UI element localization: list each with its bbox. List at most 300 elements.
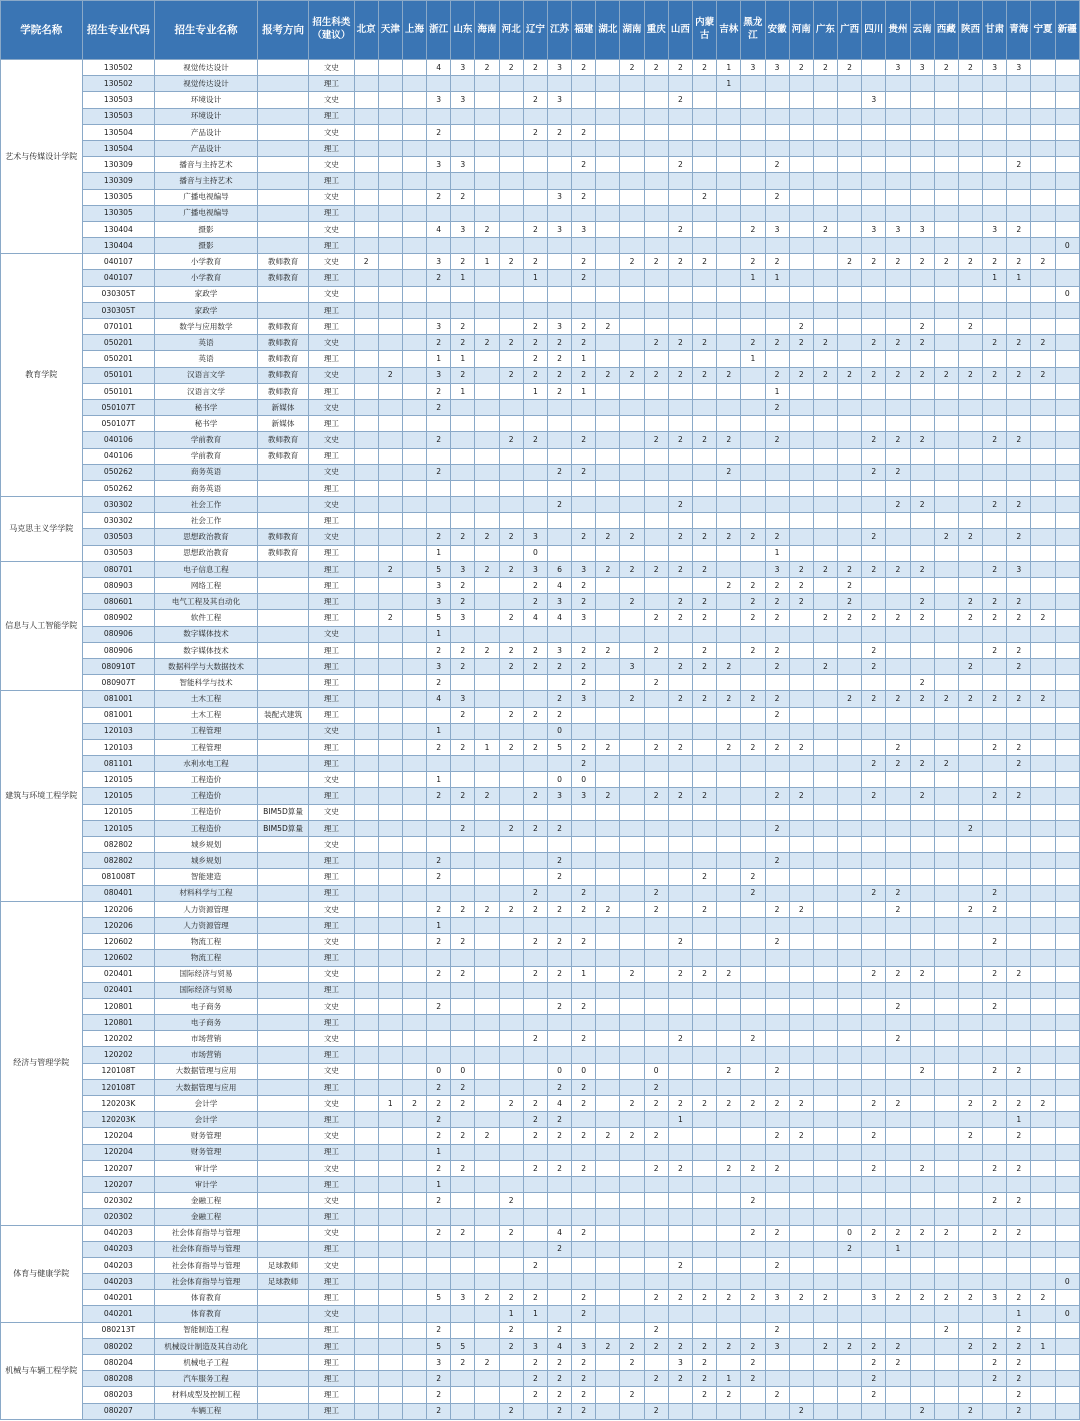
quota-cell [620, 189, 644, 205]
quota-cell [765, 917, 789, 933]
quota-cell [934, 901, 958, 917]
quota-cell: 2 [741, 1031, 765, 1047]
quota-cell [354, 707, 378, 723]
table-row [1, 1355, 1080, 1371]
table-row [1, 675, 1080, 691]
quota-cell [378, 1079, 402, 1095]
major-name: 财务管理 [155, 1128, 258, 1144]
quota-cell [692, 837, 716, 853]
direction [257, 76, 308, 92]
quota-cell [1055, 1241, 1079, 1257]
table-row [1, 254, 1080, 270]
subject: 理工 [309, 76, 354, 92]
quota-cell [499, 998, 523, 1014]
quota-cell [886, 399, 910, 415]
quota-cell [402, 917, 426, 933]
quota-cell [596, 1306, 620, 1322]
quota-cell [1031, 464, 1055, 480]
quota-cell [668, 626, 692, 642]
direction [257, 1176, 308, 1192]
quota-cell [983, 1322, 1007, 1338]
quota-cell [1055, 1225, 1079, 1241]
quota-cell [475, 1160, 499, 1176]
quota-cell: 1 [523, 1306, 547, 1322]
quota-cell: 2 [958, 610, 982, 626]
quota-cell [717, 1015, 741, 1031]
quota-cell [402, 1063, 426, 1079]
quota-cell [572, 1257, 596, 1273]
major-code: 040201 [82, 1290, 155, 1306]
quota-cell [402, 124, 426, 140]
quota-cell [475, 1387, 499, 1403]
direction [257, 982, 308, 998]
quota-cell [427, 1015, 451, 1031]
quota-cell: 3 [983, 60, 1007, 76]
major-name: 商务英语 [155, 464, 258, 480]
direction [257, 934, 308, 950]
quota-cell [692, 92, 716, 108]
subject: 文史 [309, 1096, 354, 1112]
quota-cell [958, 464, 982, 480]
quota-cell [717, 998, 741, 1014]
quota-cell [910, 1176, 934, 1192]
quota-cell [451, 626, 475, 642]
quota-cell [499, 1160, 523, 1176]
quota-cell [644, 513, 668, 529]
quota-cell: 2 [886, 610, 910, 626]
direction [257, 513, 308, 529]
direction [257, 205, 308, 221]
quota-cell [596, 982, 620, 998]
quota-cell [983, 723, 1007, 739]
subject: 理工 [309, 675, 354, 691]
quota-cell [862, 108, 886, 124]
quota-cell [692, 221, 716, 237]
major-code: 120202 [82, 1047, 155, 1063]
quota-cell [934, 1387, 958, 1403]
quota-cell: 2 [427, 1225, 451, 1241]
quota-cell [668, 837, 692, 853]
quota-cell: 2 [983, 254, 1007, 270]
quota-cell [862, 416, 886, 432]
quota-cell [1031, 1112, 1055, 1128]
quota-cell: 2 [499, 432, 523, 448]
direction: 足球教师 [257, 1257, 308, 1273]
header-major-name: 招生专业名称 [155, 1, 258, 60]
quota-cell [1031, 1225, 1055, 1241]
quota-cell [1007, 998, 1031, 1014]
quota-cell: 2 [765, 157, 789, 173]
quota-cell [475, 804, 499, 820]
quota-cell: 2 [523, 901, 547, 917]
quota-cell [644, 545, 668, 561]
quota-cell: 2 [620, 1128, 644, 1144]
direction: 教师教育 [257, 270, 308, 286]
quota-cell [692, 723, 716, 739]
quota-cell: 2 [910, 788, 934, 804]
major-code: 080203 [82, 1387, 155, 1403]
quota-cell: 2 [886, 1355, 910, 1371]
quota-cell: 2 [572, 1128, 596, 1144]
quota-cell [475, 448, 499, 464]
table-row [1, 189, 1080, 205]
quota-cell [934, 545, 958, 561]
quota-cell [910, 1193, 934, 1209]
quota-cell [789, 934, 813, 950]
quota-cell [572, 173, 596, 189]
quota-cell [910, 1241, 934, 1257]
quota-cell [620, 950, 644, 966]
quota-cell [499, 464, 523, 480]
quota-cell: 2 [765, 335, 789, 351]
quota-cell: 3 [427, 254, 451, 270]
table-row [1, 610, 1080, 626]
quota-cell [813, 1015, 837, 1031]
quota-cell: 2 [692, 1387, 716, 1403]
quota-cell: 3 [427, 578, 451, 594]
quota-cell [1055, 124, 1079, 140]
quota-cell [620, 399, 644, 415]
quota-cell [717, 1193, 741, 1209]
quota-cell [717, 772, 741, 788]
quota-cell: 2 [572, 1355, 596, 1371]
major-code: 130305 [82, 205, 155, 221]
quota-cell [1031, 658, 1055, 674]
table-row [1, 1112, 1080, 1128]
quota-cell [1007, 302, 1031, 318]
quota-cell [813, 739, 837, 755]
quota-cell [741, 561, 765, 577]
quota-cell [596, 497, 620, 513]
quota-cell [910, 351, 934, 367]
quota-cell [789, 853, 813, 869]
quota-cell [475, 1063, 499, 1079]
quota-cell [717, 642, 741, 658]
quota-cell [1031, 383, 1055, 399]
quota-cell [789, 157, 813, 173]
subject: 理工 [309, 1371, 354, 1387]
quota-cell: 2 [523, 335, 547, 351]
quota-cell [838, 756, 862, 772]
quota-cell [668, 1403, 692, 1419]
quota-cell: 2 [451, 1096, 475, 1112]
quota-cell [717, 1144, 741, 1160]
quota-cell [523, 157, 547, 173]
quota-cell [765, 1355, 789, 1371]
quota-cell [838, 788, 862, 804]
subject: 理工 [309, 1176, 354, 1192]
quota-cell [886, 286, 910, 302]
quota-cell [958, 124, 982, 140]
quota-cell [789, 221, 813, 237]
header-province: 西藏 [934, 1, 958, 60]
quota-cell [523, 1322, 547, 1338]
quota-cell [523, 756, 547, 772]
quota-cell [378, 917, 402, 933]
quota-cell [596, 1112, 620, 1128]
quota-cell [838, 335, 862, 351]
quota-cell [644, 205, 668, 221]
quota-cell [789, 529, 813, 545]
quota-cell [451, 1322, 475, 1338]
quota-cell [813, 1225, 837, 1241]
quota-cell [1007, 205, 1031, 221]
quota-cell [668, 901, 692, 917]
quota-cell [1031, 739, 1055, 755]
quota-cell [765, 885, 789, 901]
quota-cell [523, 1274, 547, 1290]
quota-cell [378, 594, 402, 610]
major-name: 审计学 [155, 1160, 258, 1176]
quota-cell [523, 464, 547, 480]
quota-cell [789, 1387, 813, 1403]
quota-cell [1031, 351, 1055, 367]
direction [257, 1225, 308, 1241]
quota-cell [862, 1274, 886, 1290]
quota-cell [572, 1047, 596, 1063]
quota-cell [499, 140, 523, 156]
quota-cell [475, 853, 499, 869]
quota-cell [813, 1063, 837, 1079]
quota-cell [596, 934, 620, 950]
quota-cell: 5 [427, 1290, 451, 1306]
quota-cell: 2 [910, 1063, 934, 1079]
direction [257, 124, 308, 140]
quota-cell [813, 642, 837, 658]
quota-cell [741, 1387, 765, 1403]
quota-cell [886, 1176, 910, 1192]
quota-cell [644, 383, 668, 399]
quota-cell: 3 [451, 157, 475, 173]
quota-cell: 2 [983, 788, 1007, 804]
major-code: 080701 [82, 561, 155, 577]
quota-cell: 2 [958, 901, 982, 917]
quota-cell [813, 917, 837, 933]
quota-cell [427, 448, 451, 464]
quota-cell [958, 1031, 982, 1047]
subject: 理工 [309, 416, 354, 432]
table-row [1, 1160, 1080, 1176]
quota-cell: 4 [547, 610, 571, 626]
quota-cell: 2 [741, 529, 765, 545]
quota-cell [572, 1015, 596, 1031]
quota-cell [668, 578, 692, 594]
quota-cell [644, 1144, 668, 1160]
quota-cell [983, 756, 1007, 772]
quota-cell [378, 1209, 402, 1225]
quota-cell [765, 1193, 789, 1209]
quota-cell [983, 982, 1007, 998]
quota-cell: 2 [668, 691, 692, 707]
quota-cell [499, 885, 523, 901]
quota-cell [402, 788, 426, 804]
quota-cell [910, 399, 934, 415]
quota-cell: 2 [523, 966, 547, 982]
quota-cell [934, 108, 958, 124]
direction [257, 464, 308, 480]
quota-cell: 2 [451, 189, 475, 205]
quota-cell [378, 286, 402, 302]
quota-cell [862, 772, 886, 788]
quota-cell [427, 140, 451, 156]
quota-cell: 2 [983, 367, 1007, 383]
quota-cell: 2 [1031, 367, 1055, 383]
table-row [1, 302, 1080, 318]
quota-cell: 1 [427, 626, 451, 642]
table-row [1, 1128, 1080, 1144]
quota-cell [668, 399, 692, 415]
header-province: 福建 [572, 1, 596, 60]
subject: 理工 [309, 853, 354, 869]
major-code: 080906 [82, 626, 155, 642]
quota-cell [1031, 1322, 1055, 1338]
quota-cell [644, 221, 668, 237]
quota-cell [596, 1144, 620, 1160]
quota-cell [1055, 1257, 1079, 1273]
quota-cell [402, 1079, 426, 1095]
subject: 文史 [309, 157, 354, 173]
quota-cell [1055, 205, 1079, 221]
quota-cell: 2 [1007, 1193, 1031, 1209]
quota-cell: 2 [958, 1403, 982, 1419]
quota-cell [596, 351, 620, 367]
quota-cell: 2 [886, 998, 910, 1014]
quota-cell: 2 [427, 853, 451, 869]
quota-cell [886, 642, 910, 658]
quota-cell [1007, 108, 1031, 124]
quota-cell [1031, 756, 1055, 772]
quota-cell [886, 772, 910, 788]
subject: 文史 [309, 1257, 354, 1273]
quota-cell [620, 869, 644, 885]
major-name: 工程造价 [155, 820, 258, 836]
quota-cell [1055, 1063, 1079, 1079]
quota-cell [958, 189, 982, 205]
major-code: 040107 [82, 270, 155, 286]
quota-cell [620, 675, 644, 691]
quota-cell: 2 [910, 319, 934, 335]
quota-cell [620, 351, 644, 367]
quota-cell [838, 723, 862, 739]
quota-cell [1055, 837, 1079, 853]
quota-cell: 2 [668, 367, 692, 383]
quota-cell: 2 [741, 594, 765, 610]
quota-cell [451, 140, 475, 156]
quota-cell [958, 1160, 982, 1176]
quota-cell [668, 1387, 692, 1403]
quota-cell [572, 707, 596, 723]
subject: 理工 [309, 140, 354, 156]
quota-cell [596, 432, 620, 448]
quota-cell [692, 707, 716, 723]
quota-cell [354, 383, 378, 399]
quota-cell [427, 982, 451, 998]
quota-cell: 2 [644, 432, 668, 448]
quota-cell: 2 [547, 869, 571, 885]
quota-cell [934, 658, 958, 674]
quota-cell: 2 [717, 367, 741, 383]
quota-cell [402, 934, 426, 950]
quota-cell: 2 [572, 189, 596, 205]
quota-cell: 2 [644, 739, 668, 755]
quota-cell [789, 351, 813, 367]
quota-cell [1007, 1209, 1031, 1225]
quota-cell [620, 205, 644, 221]
major-code: 082802 [82, 853, 155, 869]
quota-cell: 2 [427, 934, 451, 950]
quota-cell [789, 1371, 813, 1387]
quota-cell [862, 448, 886, 464]
quota-cell [741, 998, 765, 1014]
quota-cell [1031, 1047, 1055, 1063]
quota-cell [402, 691, 426, 707]
quota-cell: 2 [499, 60, 523, 76]
quota-cell [668, 513, 692, 529]
quota-cell: 3 [862, 1290, 886, 1306]
quota-cell [789, 1257, 813, 1273]
quota-cell [838, 1047, 862, 1063]
quota-cell: 2 [668, 157, 692, 173]
quota-cell [451, 513, 475, 529]
quota-cell: 2 [572, 642, 596, 658]
quota-cell [1031, 804, 1055, 820]
quota-cell: 0 [427, 1063, 451, 1079]
quota-cell [910, 837, 934, 853]
quota-cell [862, 578, 886, 594]
quota-cell: 2 [765, 529, 789, 545]
quota-cell [596, 594, 620, 610]
college-name: 马克思主义学学院 [1, 497, 83, 562]
quota-cell [668, 917, 692, 933]
quota-cell [983, 319, 1007, 335]
quota-cell: 2 [596, 642, 620, 658]
quota-cell [958, 1047, 982, 1063]
quota-cell [789, 772, 813, 788]
quota-cell: 2 [765, 820, 789, 836]
quota-cell: 2 [547, 497, 571, 513]
quota-cell [886, 513, 910, 529]
quota-cell [910, 513, 934, 529]
quota-cell [789, 1306, 813, 1322]
quota-cell [862, 60, 886, 76]
quota-cell: 2 [523, 739, 547, 755]
major-code: 130309 [82, 173, 155, 189]
quota-cell [402, 367, 426, 383]
quota-cell [620, 140, 644, 156]
major-code: 050101 [82, 367, 155, 383]
quota-cell [813, 1047, 837, 1063]
quota-cell [692, 497, 716, 513]
quota-cell [789, 837, 813, 853]
quota-cell [862, 1047, 886, 1063]
quota-cell [910, 1079, 934, 1095]
quota-cell [910, 804, 934, 820]
quota-cell [475, 1306, 499, 1322]
quota-cell: 2 [572, 1387, 596, 1403]
quota-cell [958, 1209, 982, 1225]
quota-cell [934, 1355, 958, 1371]
quota-cell [1055, 157, 1079, 173]
quota-cell [499, 1241, 523, 1257]
quota-cell: 2 [451, 1128, 475, 1144]
quota-cell [354, 221, 378, 237]
quota-cell [475, 319, 499, 335]
quota-cell: 2 [717, 739, 741, 755]
quota-cell: 3 [983, 221, 1007, 237]
quota-cell [741, 934, 765, 950]
quota-cell [523, 1225, 547, 1241]
quota-cell [934, 804, 958, 820]
